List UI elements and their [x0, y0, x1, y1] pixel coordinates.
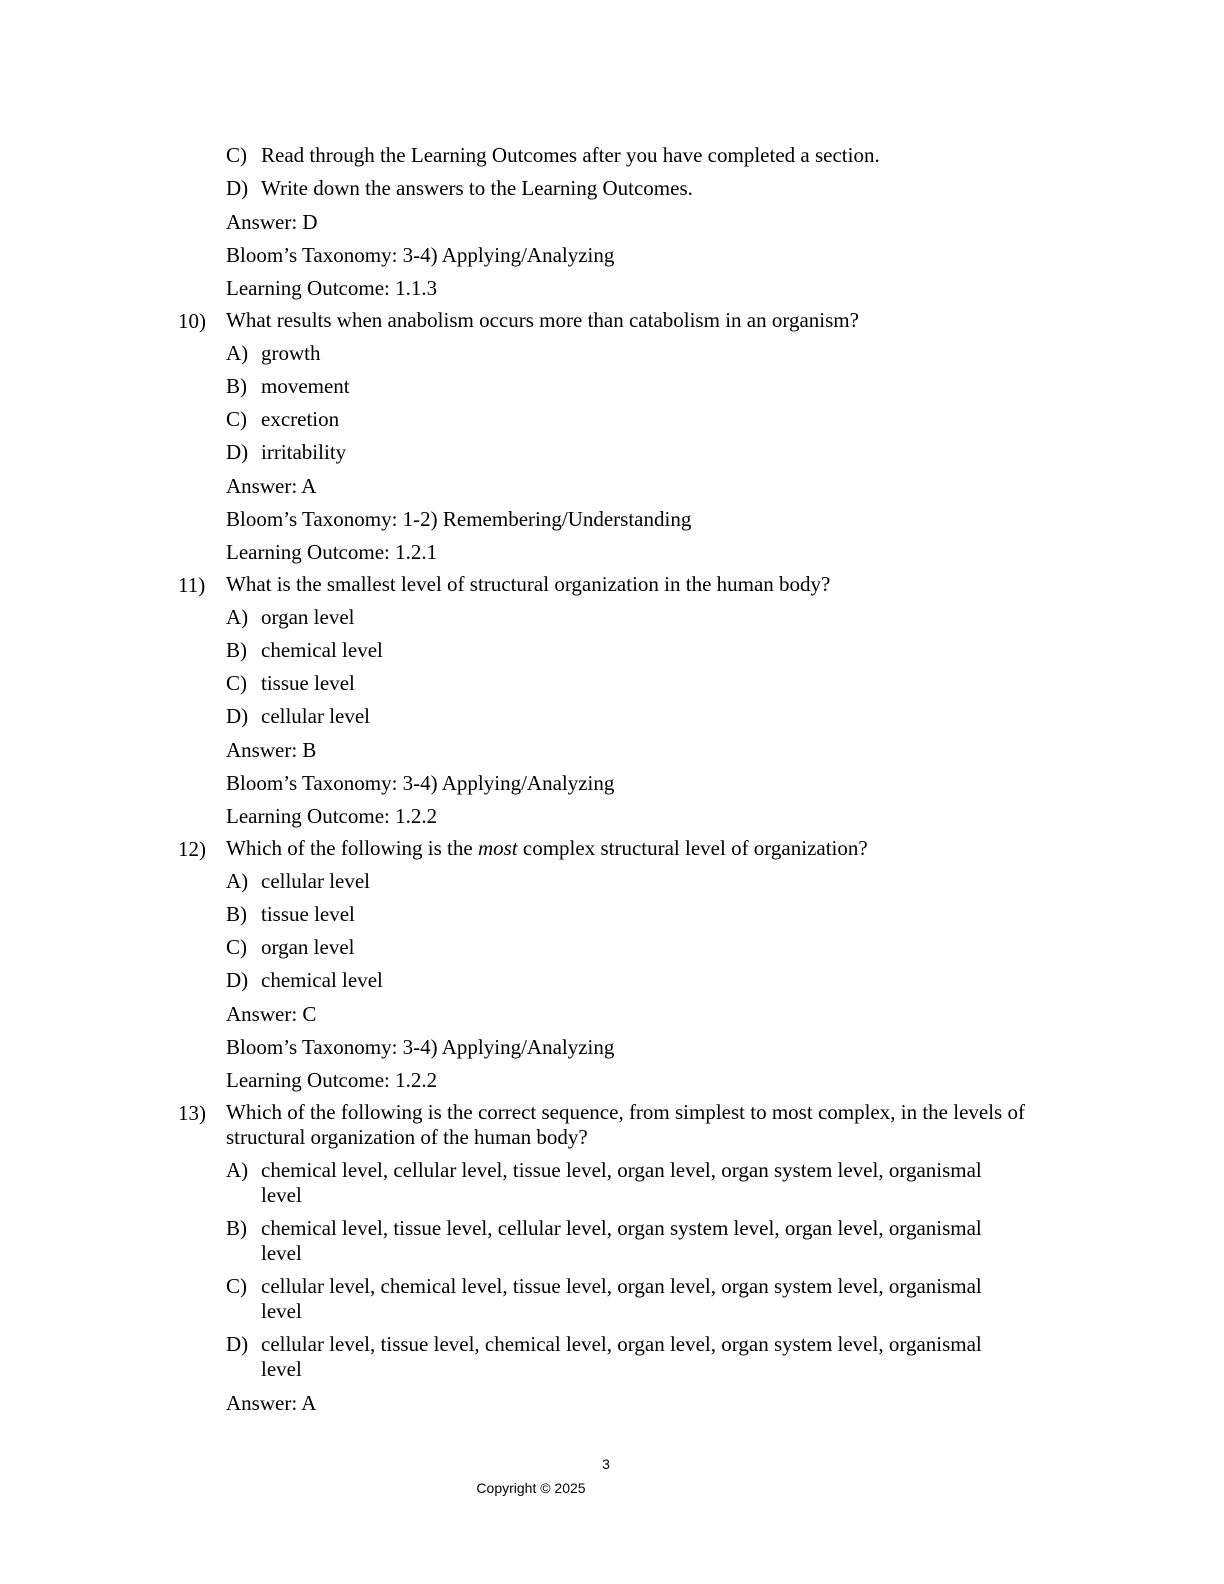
- option-d: [226, 440, 1026, 465]
- option-text: organ level: [261, 605, 355, 629]
- bloom-taxonomy: Bloom’s Taxonomy: 3-4) Applying/Analyzing: [226, 1035, 615, 1059]
- question-text: Which of the following is the correct sequence, from simplest to most complex, in the levels of structural organization of the human body?: [226, 1100, 1025, 1149]
- option-text: cellular level, tissue level, chemical level, organ level, organ system level, organismal level: [261, 1332, 982, 1381]
- learning-outcome: Learning Outcome: 1.2.2: [226, 1068, 438, 1092]
- option-b: [226, 638, 1026, 663]
- option-c: [226, 935, 1026, 960]
- option-letter: A): [226, 341, 249, 365]
- question-number: 12): [178, 837, 206, 861]
- question-number: 11): [178, 573, 206, 597]
- option-letter: D): [226, 704, 249, 728]
- copyright: Copyright © 2025: [476, 1480, 586, 1496]
- option-letter: B): [226, 902, 247, 926]
- option-b: [226, 902, 1026, 927]
- question-number: 10): [178, 309, 206, 333]
- option-letter: D): [226, 440, 249, 464]
- option-c: [226, 407, 1026, 432]
- option-letter: C): [226, 143, 247, 167]
- option-text: cellular level, chemical level, tissue level, organ level, organ system level, organismal level: [261, 1274, 982, 1323]
- option-text: chemical level: [261, 638, 383, 662]
- option-a: [226, 869, 1026, 894]
- answer: Answer: C: [226, 1002, 317, 1026]
- option-text: Read through the Learning Outcomes after you have completed a section.: [261, 143, 880, 167]
- bloom-taxonomy: Bloom’s Taxonomy: 3-4) Applying/Analyzing: [226, 771, 615, 795]
- option-letter: B): [226, 374, 247, 398]
- option-letter: D): [226, 1332, 249, 1356]
- answer: Answer: A: [226, 474, 317, 498]
- option-letter: B): [226, 638, 247, 662]
- option-text: movement: [261, 374, 350, 398]
- option-a: [226, 1158, 1016, 1208]
- learning-outcome: Learning Outcome: 1.2.2: [226, 804, 438, 828]
- option-letter: C): [226, 1274, 247, 1298]
- question-number: 13): [178, 1101, 206, 1125]
- learning-outcome: Learning Outcome: 1.1.3: [226, 276, 438, 300]
- option-text: cellular level: [261, 704, 371, 728]
- question-text: What is the smallest level of structural organization in the human body?: [226, 572, 831, 596]
- option-text: chemical level, cellular level, tissue level, organ level, organ system level, organismal level: [261, 1158, 982, 1207]
- question-text: What results when anabolism occurs more than catabolism in an organism?: [226, 308, 859, 332]
- option-b: [226, 374, 1026, 399]
- option-letter: A): [226, 869, 249, 893]
- question-text-start: Which of the following is the: [226, 836, 478, 860]
- option-c: [226, 143, 1026, 168]
- option-d: [226, 176, 1026, 201]
- bloom-taxonomy: Bloom’s Taxonomy: 3-4) Applying/Analyzing: [226, 243, 615, 267]
- option-c: [226, 671, 1026, 696]
- option-text: Write down the answers to the Learning Outcomes.: [261, 176, 693, 200]
- option-text: tissue level: [261, 902, 355, 926]
- option-d: [226, 968, 1026, 993]
- option-a: [226, 605, 1026, 630]
- bloom-taxonomy: Bloom’s Taxonomy: 1-2) Remembering/Understanding: [226, 507, 692, 531]
- option-letter: D): [226, 176, 249, 200]
- option-letter: A): [226, 1158, 249, 1182]
- answer: Answer: D: [226, 210, 318, 234]
- option-text: chemical level: [261, 968, 383, 992]
- option-text: excretion: [261, 407, 340, 431]
- option-letter: C): [226, 935, 247, 959]
- answer: Answer: A: [226, 1391, 317, 1415]
- option-text: growth: [261, 341, 321, 365]
- page-number: 3: [602, 1456, 610, 1472]
- question-text-end: complex structural level of organization?: [517, 836, 868, 860]
- option-text: cellular level: [261, 869, 371, 893]
- option-d: [226, 1332, 1016, 1382]
- question-text-emphasis: most: [477, 836, 518, 860]
- option-letter: A): [226, 605, 249, 629]
- question-text: [226, 836, 1046, 861]
- learning-outcome: Learning Outcome: 1.2.1: [226, 540, 438, 564]
- option-letter: B): [226, 1216, 247, 1240]
- option-text: chemical level, tissue level, cellular level, organ system level, organ level, organismal level: [261, 1216, 982, 1265]
- option-letter: C): [226, 407, 247, 431]
- option-text: tissue level: [261, 671, 355, 695]
- option-a: [226, 341, 1026, 366]
- option-letter: C): [226, 671, 247, 695]
- option-letter: D): [226, 968, 249, 992]
- option-c: [226, 1274, 1016, 1324]
- option-text: organ level: [261, 935, 355, 959]
- option-b: [226, 1216, 1016, 1266]
- option-text: irritability: [261, 440, 347, 464]
- answer: Answer: B: [226, 738, 317, 762]
- option-d: [226, 704, 1026, 729]
